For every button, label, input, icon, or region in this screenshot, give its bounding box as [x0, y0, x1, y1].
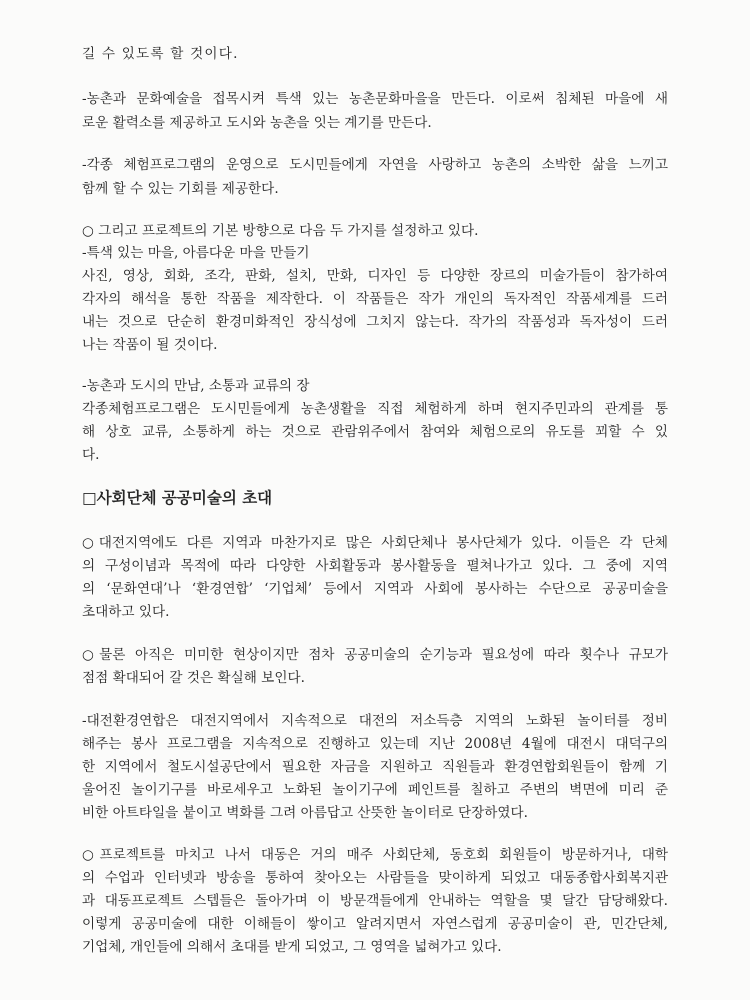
direction-item-2-line-2: 해 상호 교류, 소통하게 하는 것으로 관람위주에서 참여와 체험으로의 유도를 꾀할 수 있: [82, 424, 668, 440]
direction-item-1-line-4: 나는 작품이 될 것이다.: [82, 337, 218, 353]
direction-intro: ○ 그리고 프로젝트의 기본 방향으로 다음 두 가지를 설정하고 있다.: [82, 223, 479, 239]
section-para-2-line-1: ○물론 아직은 미미한 현상이지만 점차 공공미술의 순기능과 필요성에 따라 횟수나 규모가: [82, 647, 668, 663]
direction-item-1-line-1: 사진, 영상, 회화, 조각, 판화, 설치, 만화, 디자인 등 다양한 장르의 미술가들이 참가하여: [82, 268, 668, 284]
section-para-4-line-4: 이렇게 공공미술에 대한 이해들이 쌓이고 알려지면서 자연스럽게 공공미술이 관, 민간단체,: [82, 916, 668, 932]
section-para-1-line-1: ○대전지역에도 다른 지역과 마찬가지로 많은 사회단체나 봉사단체가 있다. 이들은 각 단체: [82, 535, 668, 551]
section-heading: □사회단체 공공미술의 초대: [82, 488, 273, 507]
section-para-4-line-5: 기업체, 개인들에 의해서 초대를 받게 되었고, 그 영역을 넓혀가고 있다.: [82, 939, 502, 955]
section-para-4-line-2: 의 수업과 인터넷과 방송을 통하여 찾아오는 사람들을 맞이하게 되었고 대동종합사회복지관: [82, 870, 668, 886]
section-para-3-line-5: 비한 아트타일을 붙이고 벽화를 그려 아름답고 산뜻한 놀이터로 단장하였다.: [82, 805, 528, 821]
direction-item-1-title: -특색 있는 마을, 아름다운 마을 만들기: [82, 245, 310, 261]
section-para-3-line-3: 한 지역에서 철도시설공단에서 필요한 자금을 지원하고 직원들과 환경연합회원들이 함께 기: [82, 759, 668, 775]
section-para-3-line-1: -대전환경연합은 대전지역에서 지속적으로 대전의 저소득층 지역의 노화된 놀이터를 정비: [82, 713, 668, 729]
direction-item-2-title: -농촌과 도시의 만남, 소통과 교류의 장: [82, 378, 310, 394]
section-para-3-line-4: 울어진 놀이기구를 바로세우고 노화된 놀이기구에 페인트를 칠하고 주변의 벽면에 미리 준: [82, 782, 668, 798]
intro-tail-line: 길 수 있도록 할 것이다.: [82, 46, 239, 62]
goal-2-line-2: 함께 할 수 있는 기회를 제공한다.: [82, 181, 279, 197]
goal-2-line-1: -각종 체험프로그램의 운영으로 도시민들에게 자연을 사랑하고 농촌의 소박한 삶을 느끼고: [82, 157, 668, 173]
goal-1-line-2: 로운 활력소를 제공하고 도시와 농촌을 잇는 계기를 만든다.: [82, 115, 432, 131]
section-para-1-line-2: 의 구성이념과 목적에 따라 다양한 사회활동과 봉사활동을 펼쳐나가고 있다. 그 중에 지역: [82, 558, 668, 574]
section-para-4-line-1: ○프로젝트를 마치고 나서 대동은 거의 매주 사회단체, 동호회 회원들이 방문하거나, 대학: [82, 847, 668, 863]
section-para-2-line-2: 점점 확대되어 갈 것은 확실해 보인다.: [82, 670, 305, 686]
direction-item-1-line-2: 각자의 해석을 통한 작품을 제작한다. 이 작품들은 작가 개인의 독자적인 작품세계를 드러: [82, 291, 668, 307]
section-para-1-line-3: 의 ‘문화연대’나 ‘환경연합’ ‘기업체’ 등에서 지역과 사회에 봉사하는 수단으로 공공미술을: [82, 581, 668, 597]
direction-item-2-line-3: 다.: [82, 447, 100, 463]
section-para-1-line-4: 초대하고 있다.: [82, 604, 170, 620]
direction-item-1-line-3: 내는 것으로 단순히 환경미화적인 장식성에 그치지 않는다. 작가의 작품성과 독자성이 드러: [82, 314, 668, 330]
section-para-4-line-3: 과 대동프로젝트 스텝들은 돌아가며 이 방문객들에게 안내하는 역할을 몇 달간 담당해왔다.: [82, 893, 668, 909]
section-para-3-line-2: 해주는 봉사 프로그램을 지속적으로 진행하고 있는데 지난 2008년 4월에 대전시 대덕구의: [82, 736, 668, 752]
direction-item-2-line-1: 각종체험프로그램은 도시민들에게 농촌생활을 직접 체험하게 하며 현지주민과의 관계를 통: [82, 401, 668, 417]
goal-1-line-1: -농촌과 문화예술을 접목시켜 특색 있는 농촌문화마을을 만든다. 이로써 침체된 마을에 새: [82, 91, 668, 107]
